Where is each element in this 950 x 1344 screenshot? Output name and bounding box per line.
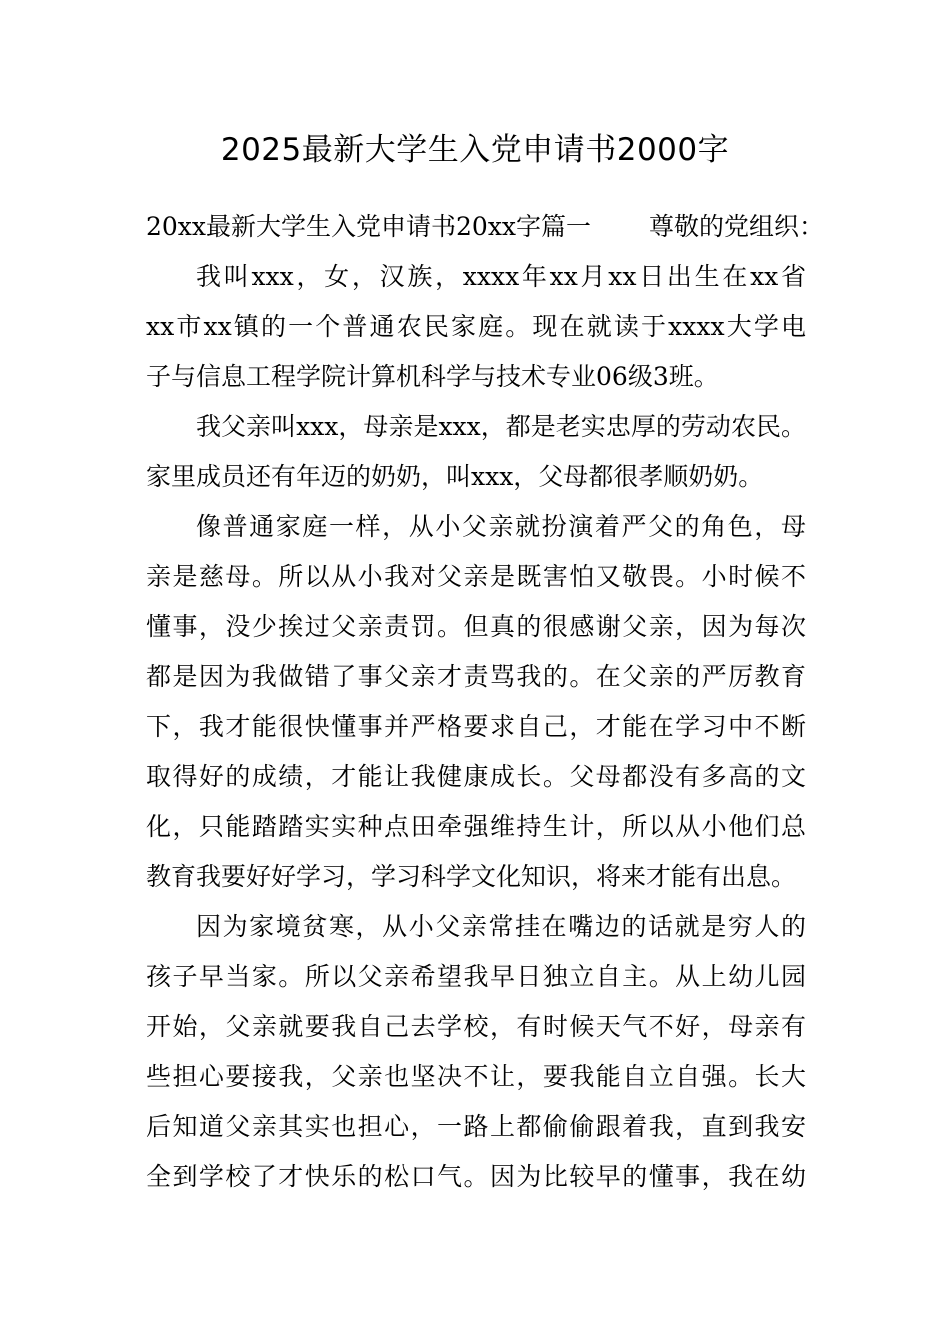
- paragraph-line: 懂事，没少挨过父亲责罚。但真的很感谢父亲，因为每次: [146, 612, 806, 641]
- section-heading: 20xx最新大学生入党申请书20xx字篇一: [146, 212, 592, 241]
- paragraph-line: 都是因为我做错了事父亲才责骂我的。在父亲的严厉教育: [146, 662, 806, 691]
- paragraph-line: 后知道父亲其实也担心，一路上都偷偷跟着我，直到我安: [146, 1112, 806, 1141]
- paragraph-line: 我父亲叫xxx，母亲是xxx，都是老实忠厚的劳动农民。: [196, 412, 806, 441]
- document-body: [146, 202, 825, 1202]
- document-title: 2025最新大学生入党申请书2000字: [220, 132, 730, 168]
- paragraph-line: 家里成员还有年迈的奶奶，叫xxx，父母都很孝顺奶奶。: [146, 462, 764, 491]
- paragraph-line: 开始，父亲就要我自己去学校，有时候天气不好，母亲有: [146, 1012, 806, 1041]
- paragraph-line: 些担心要接我，父亲也坚决不让，要我能自立自强。长大: [146, 1062, 806, 1091]
- salutation: 尊敬的党组织：: [649, 212, 825, 241]
- paragraph-line: 我叫xxx，女，汉族，xxxx年xx月xx日出生在xx省: [196, 262, 806, 291]
- paragraph-line: 下，我才能很快懂事并严格要求自己，才能在学习中不断: [146, 712, 806, 741]
- paragraph-line: 因为家境贫寒，从小父亲常挂在嘴边的话就是穷人的: [196, 912, 806, 941]
- paragraph-line: 子与信息工程学院计算机科学与技术专业06级3班。: [146, 362, 719, 391]
- paragraph-line: 孩子早当家。所以父亲希望我早日独立自主。从上幼儿园: [146, 962, 806, 991]
- paragraph-line: 像普通家庭一样，从小父亲就扮演着严父的角色，母: [196, 512, 806, 541]
- paragraph-line: 教育我要好好学习，学习科学文化知识，将来才能有出息。: [146, 862, 797, 891]
- heading-line: [146, 202, 825, 252]
- paragraph-line: 全到学校了才快乐的松口气。因为比较早的懂事，我在幼: [146, 1162, 806, 1191]
- paragraph-line: 化，只能踏踏实实种点田牵强维持生计，所以从小他们总: [146, 812, 806, 841]
- paragraph-line: 取得好的成绩，才能让我健康成长。父母都没有多高的文: [146, 762, 806, 791]
- paragraph-line: xx市xx镇的一个普通农民家庭。现在就读于xxxx大学电: [146, 312, 806, 341]
- paragraph-line: 亲是慈母。所以从小我对父亲是既害怕又敬畏。小时候不: [146, 562, 806, 591]
